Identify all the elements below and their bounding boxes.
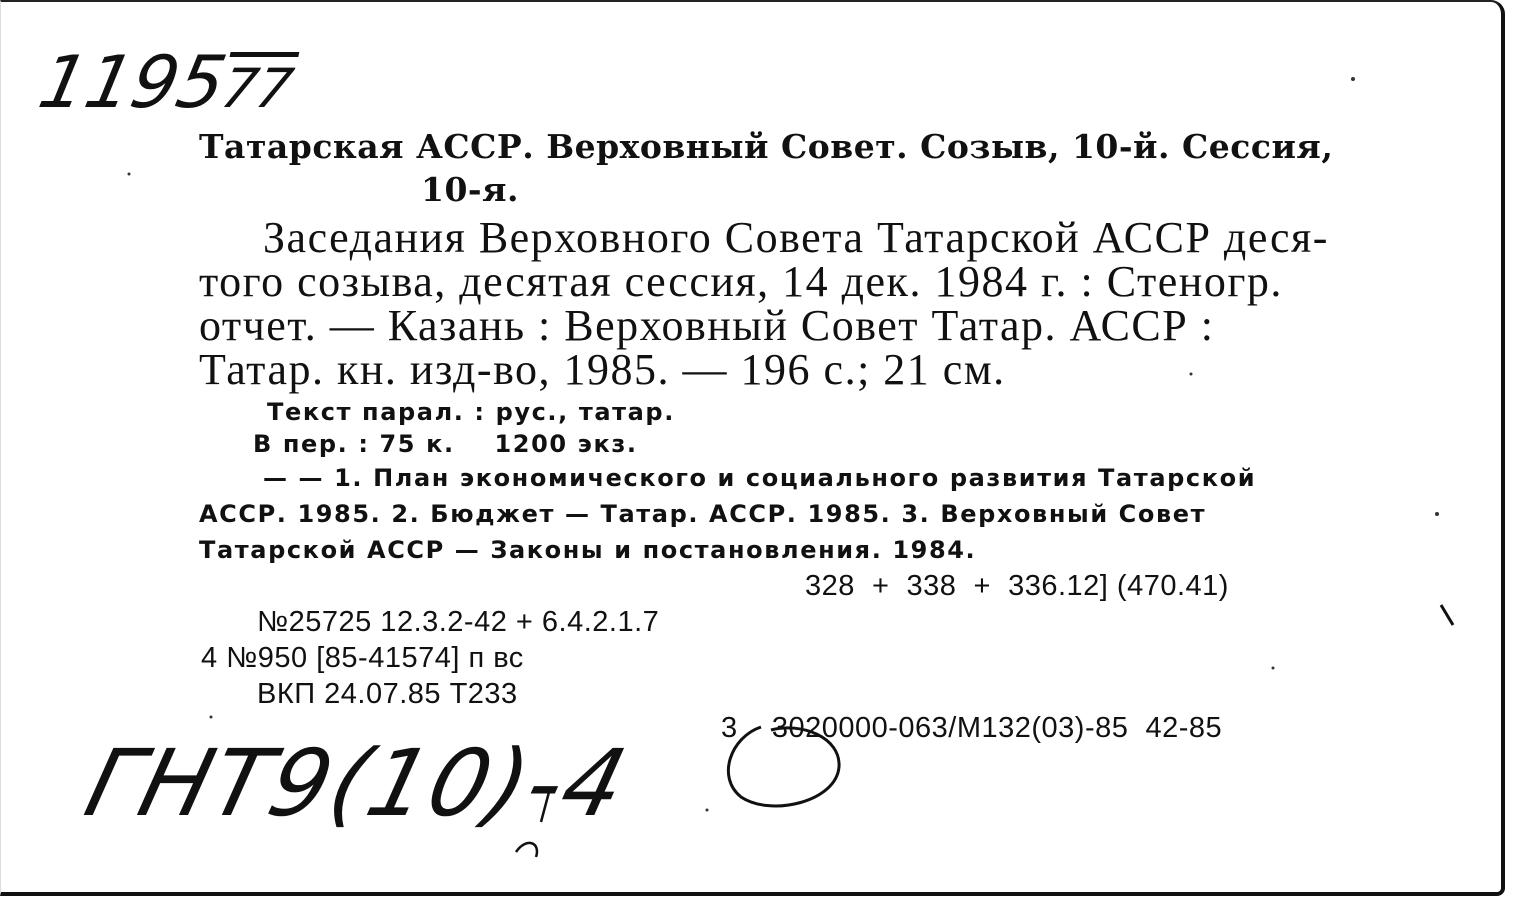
speck-dot [128, 173, 131, 176]
text-language-note: Текст парал. : рус., татар. [267, 398, 675, 426]
speck-dot [706, 809, 709, 812]
speck-dot [1272, 667, 1275, 670]
subjects-line-2: АССР. 1985. 2. Бюджет — Татар. АССР. 1985. 3. Верховный Совет [199, 500, 1207, 528]
speck-dot [1351, 77, 1355, 81]
edge-tick-mark [1441, 605, 1453, 625]
price-note: В пер. : 75 к. 1200 экз. [253, 430, 638, 458]
handwritten-call-number-text: ГНТ9(10)-4 [75, 730, 639, 837]
registration-number: №25725 12.3.2-42 + 6.4.2.1.7 [257, 606, 660, 638]
udc-line: 328 + 338 + 336.12] (470.41) [805, 570, 1229, 602]
handwritten-number-suffix: 77 [216, 57, 299, 120]
heading-line-1: Татарская АССР. Верховный Совет. Созыв, 10-й. Сессия, [199, 127, 1334, 166]
card-number-line: 4 №950 [85-41574] п вс [201, 642, 524, 674]
speck-dot [210, 716, 213, 719]
description-line-1: Заседания Верховного Совета Татарской АССР деся- [263, 213, 1329, 262]
vkp-line: ВКП 24.07.85 Т233 [257, 678, 518, 710]
handwritten-call-number [76, 730, 638, 837]
description-line-4: Татар. кн. изд-во, 1985. — 196 с.; 21 см. [199, 345, 1006, 394]
isbn-code: 3 3020000-063/М132(03)-85 42-85 [721, 712, 1223, 744]
description-line-2: того созыва, десятая сессия, 14 дек. 1984 г. : Стеногр. [199, 257, 1283, 306]
speck-dot [1435, 512, 1439, 516]
subjects-line-3: Татарской АССР — Законы и постановления. 1984. [199, 536, 977, 564]
handwritten-number-main: 1195 [32, 40, 234, 124]
speck-dot [1190, 373, 1193, 376]
subjects-line-1: — — 1. План экономического и социального развития Татарской [263, 464, 1257, 492]
heading-line-2: 10-я. [421, 170, 519, 209]
handwritten-top-number [32, 40, 302, 124]
description-line-3: отчет. — Казань : Верховный Совет Татар. АССР : [199, 301, 1215, 350]
